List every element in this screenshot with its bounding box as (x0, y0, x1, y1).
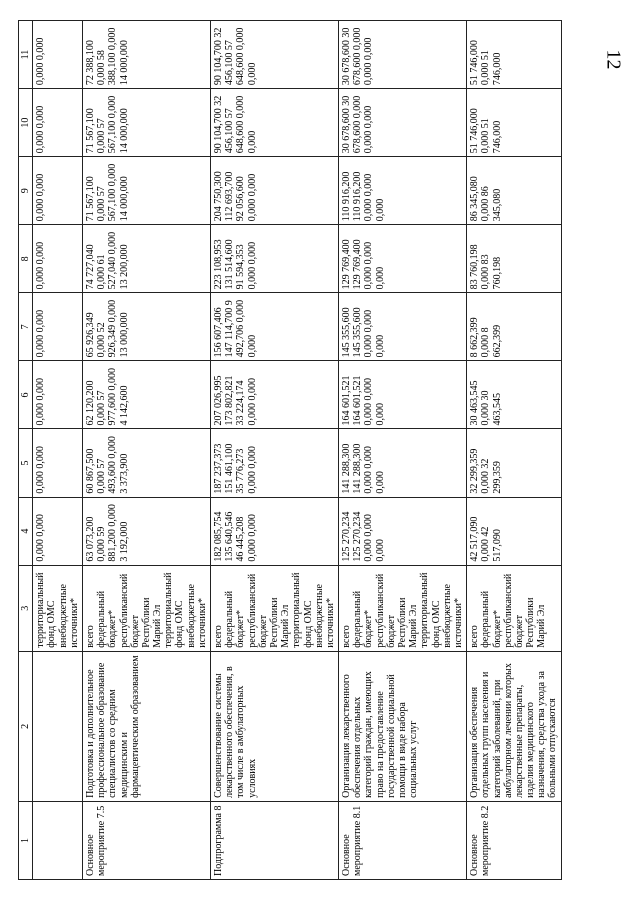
value-cell: 90 104,700 32 456,100 57 648,600 0,000 0,000 (211, 21, 339, 89)
value-cell: 223 108,953 131 514,600 91 594,353 0,000 0,000 (211, 225, 339, 293)
value-cell: 0,000 0,000 (33, 157, 83, 225)
row-code-cell: Основное мероприятие 8.1 (339, 801, 467, 879)
value-cell: 156 607,406 147 114,700 9 492,706 0,000 0,000 (211, 293, 339, 361)
table-row (467, 21, 562, 880)
value-cell: 62 120,200 0,000 57 977,600 0,000 4 142,600 (82, 361, 210, 429)
row-code-cell: Подпрограмма 8 (211, 801, 339, 879)
value-cell: 187 237,373 151 461,100 35 776,273 0,000 0,000 (211, 429, 339, 497)
header-cell: 6 (19, 361, 33, 429)
table-row (339, 21, 467, 880)
value-cell: 65 926,349 0,000 52 926,349 0,000 13 000,000 (82, 293, 210, 361)
value-cell: 182 085,754 135 640,546 46 445,208 0,000 0,000 (211, 497, 339, 565)
table-row (82, 21, 210, 880)
value-cell: 71 567,100 0,000 57 567,100 0,000 14 000,000 (82, 89, 210, 157)
value-cell: 141 288,300 141 288,300 0,000 0,000 0,000 (339, 429, 467, 497)
funding-source-cell: всего федеральный бюджет* республиканский бюджет Республики Марий Эл территориальный фонд ОМС внебюджетные источники* (82, 565, 210, 651)
value-cell: 32 299,359 0,000 32 299,359 (467, 429, 562, 497)
value-cell: 207 026,995 173 802,821 33 224,174 0,000 0,000 (211, 361, 339, 429)
header-cell: 9 (19, 157, 33, 225)
header-cell: 7 (19, 293, 33, 361)
value-cell: 51 746,000 0,000 51 746,000 (467, 89, 562, 157)
funding-source-cell: всего федеральный бюджет* республиканский бюджет Республики Марий Эл территориальный фонд ОМС внебюджетные источники* (211, 565, 339, 651)
row-title-cell: Организация лекарственного обеспечения отдельных категорий граждан, имеющих право на предоставление государственной социальной помощи в виде набора социальных услуг (339, 651, 467, 801)
value-cell: 60 867,500 0,000 57 493,600 0,000 3 373,900 (82, 429, 210, 497)
table-row (33, 21, 83, 880)
budget-table (18, 20, 562, 880)
funding-source-cell: всего федеральный бюджет* республиканский бюджет Республики Марий Эл (467, 565, 562, 651)
value-cell: 0,000 0,000 (33, 225, 83, 293)
value-cell: 30 678,600 30 678,600 0,000 0,000 0,000 (339, 89, 467, 157)
value-cell: 30 463,545 0,000 30 463,545 (467, 361, 562, 429)
header-cell: 4 (19, 497, 33, 565)
value-cell: 0,000 0,000 (33, 361, 83, 429)
value-cell: 0,000 0,000 (33, 89, 83, 157)
value-cell: 74 727,040 0,000 61 527,040 0,000 13 200,000 (82, 225, 210, 293)
value-cell: 164 601,521 164 601,521 0,000 0,000 0,000 (339, 361, 467, 429)
value-cell: 145 355,600 145 355,600 0,000 0,000 0,000 (339, 293, 467, 361)
header-row (19, 21, 33, 880)
value-cell: 0,000 0,000 (33, 497, 83, 565)
row-title-cell: Совершенствование системы лекарственного обеспечения, в том числе в амбулаторных условиях (211, 651, 339, 801)
row-title-cell (33, 651, 83, 801)
value-cell: 129 769,400 129 769,400 0,000 0,000 0,000 (339, 225, 467, 293)
header-cell: 10 (19, 89, 33, 157)
value-cell: 42 517,090 0,000 42 517,090 (467, 497, 562, 565)
value-cell: 8 662,399 0,000 8 662,399 (467, 293, 562, 361)
funding-source-cell: территориальный фонд ОМС внебюджетные источники* (33, 565, 83, 651)
value-cell: 90 104,700 32 456,100 57 648,600 0,000 0,000 (211, 89, 339, 157)
value-cell: 204 750,300 112 693,700 92 056,600 0,000 0,000 (211, 157, 339, 225)
header-cell: 3 (19, 565, 33, 651)
value-cell: 86 345,080 0,000 86 345,080 (467, 157, 562, 225)
row-title-cell: Подготовка и дополнительное профессиональное образование специалистов со средним медицинским и фармацевтическим образованием (82, 651, 210, 801)
header-cell: 1 (19, 801, 33, 879)
table-row (211, 21, 339, 880)
row-code-cell (33, 801, 83, 879)
value-cell: 63 073,200 0,000 59 881,200 0,000 3 192,000 (82, 497, 210, 565)
value-cell: 0,000 0,000 (33, 429, 83, 497)
value-cell: 72 388,100 0,000 58 388,100 0,000 14 000,000 (82, 21, 210, 89)
header-cell: 8 (19, 225, 33, 293)
header-cell: 2 (19, 651, 33, 801)
value-cell: 71 567,100 0,000 57 567,100 0,000 14 000,000 (82, 157, 210, 225)
value-cell: 83 760,198 0,000 83 760,198 (467, 225, 562, 293)
value-cell: 110 916,200 110 916,200 0,000 0,000 0,000 (339, 157, 467, 225)
value-cell: 51 746,000 0,000 51 746,000 (467, 21, 562, 89)
row-title-cell: Организация обеспечения отдельных групп населения и категорий заболеваний, при амбулаторном лечении которых лекарственные препараты, изделия медицинского назначения, средства ухода за больными отпускаются (467, 651, 562, 801)
header-cell: 11 (19, 21, 33, 89)
value-cell: 0,000 0,000 (33, 293, 83, 361)
value-cell: 0,000 0,000 (33, 21, 83, 89)
page-number: 12 (602, 49, 625, 70)
header-cell: 5 (19, 429, 33, 497)
value-cell: 30 678,600 30 678,600 0,000 0,000 0,000 (339, 21, 467, 89)
row-code-cell: Основное мероприятие 7.5 (82, 801, 210, 879)
budget-table-rotated (18, 20, 618, 880)
row-code-cell: Основное мероприятие 8.2 (467, 801, 562, 879)
funding-source-cell: всего федеральный бюджет* республиканский бюджет Республики Марий Эл территориальный фонд ОМС внебюджетные источники* (339, 565, 467, 651)
value-cell: 125 270,234 125 270,234 0,000 0,000 0,000 (339, 497, 467, 565)
